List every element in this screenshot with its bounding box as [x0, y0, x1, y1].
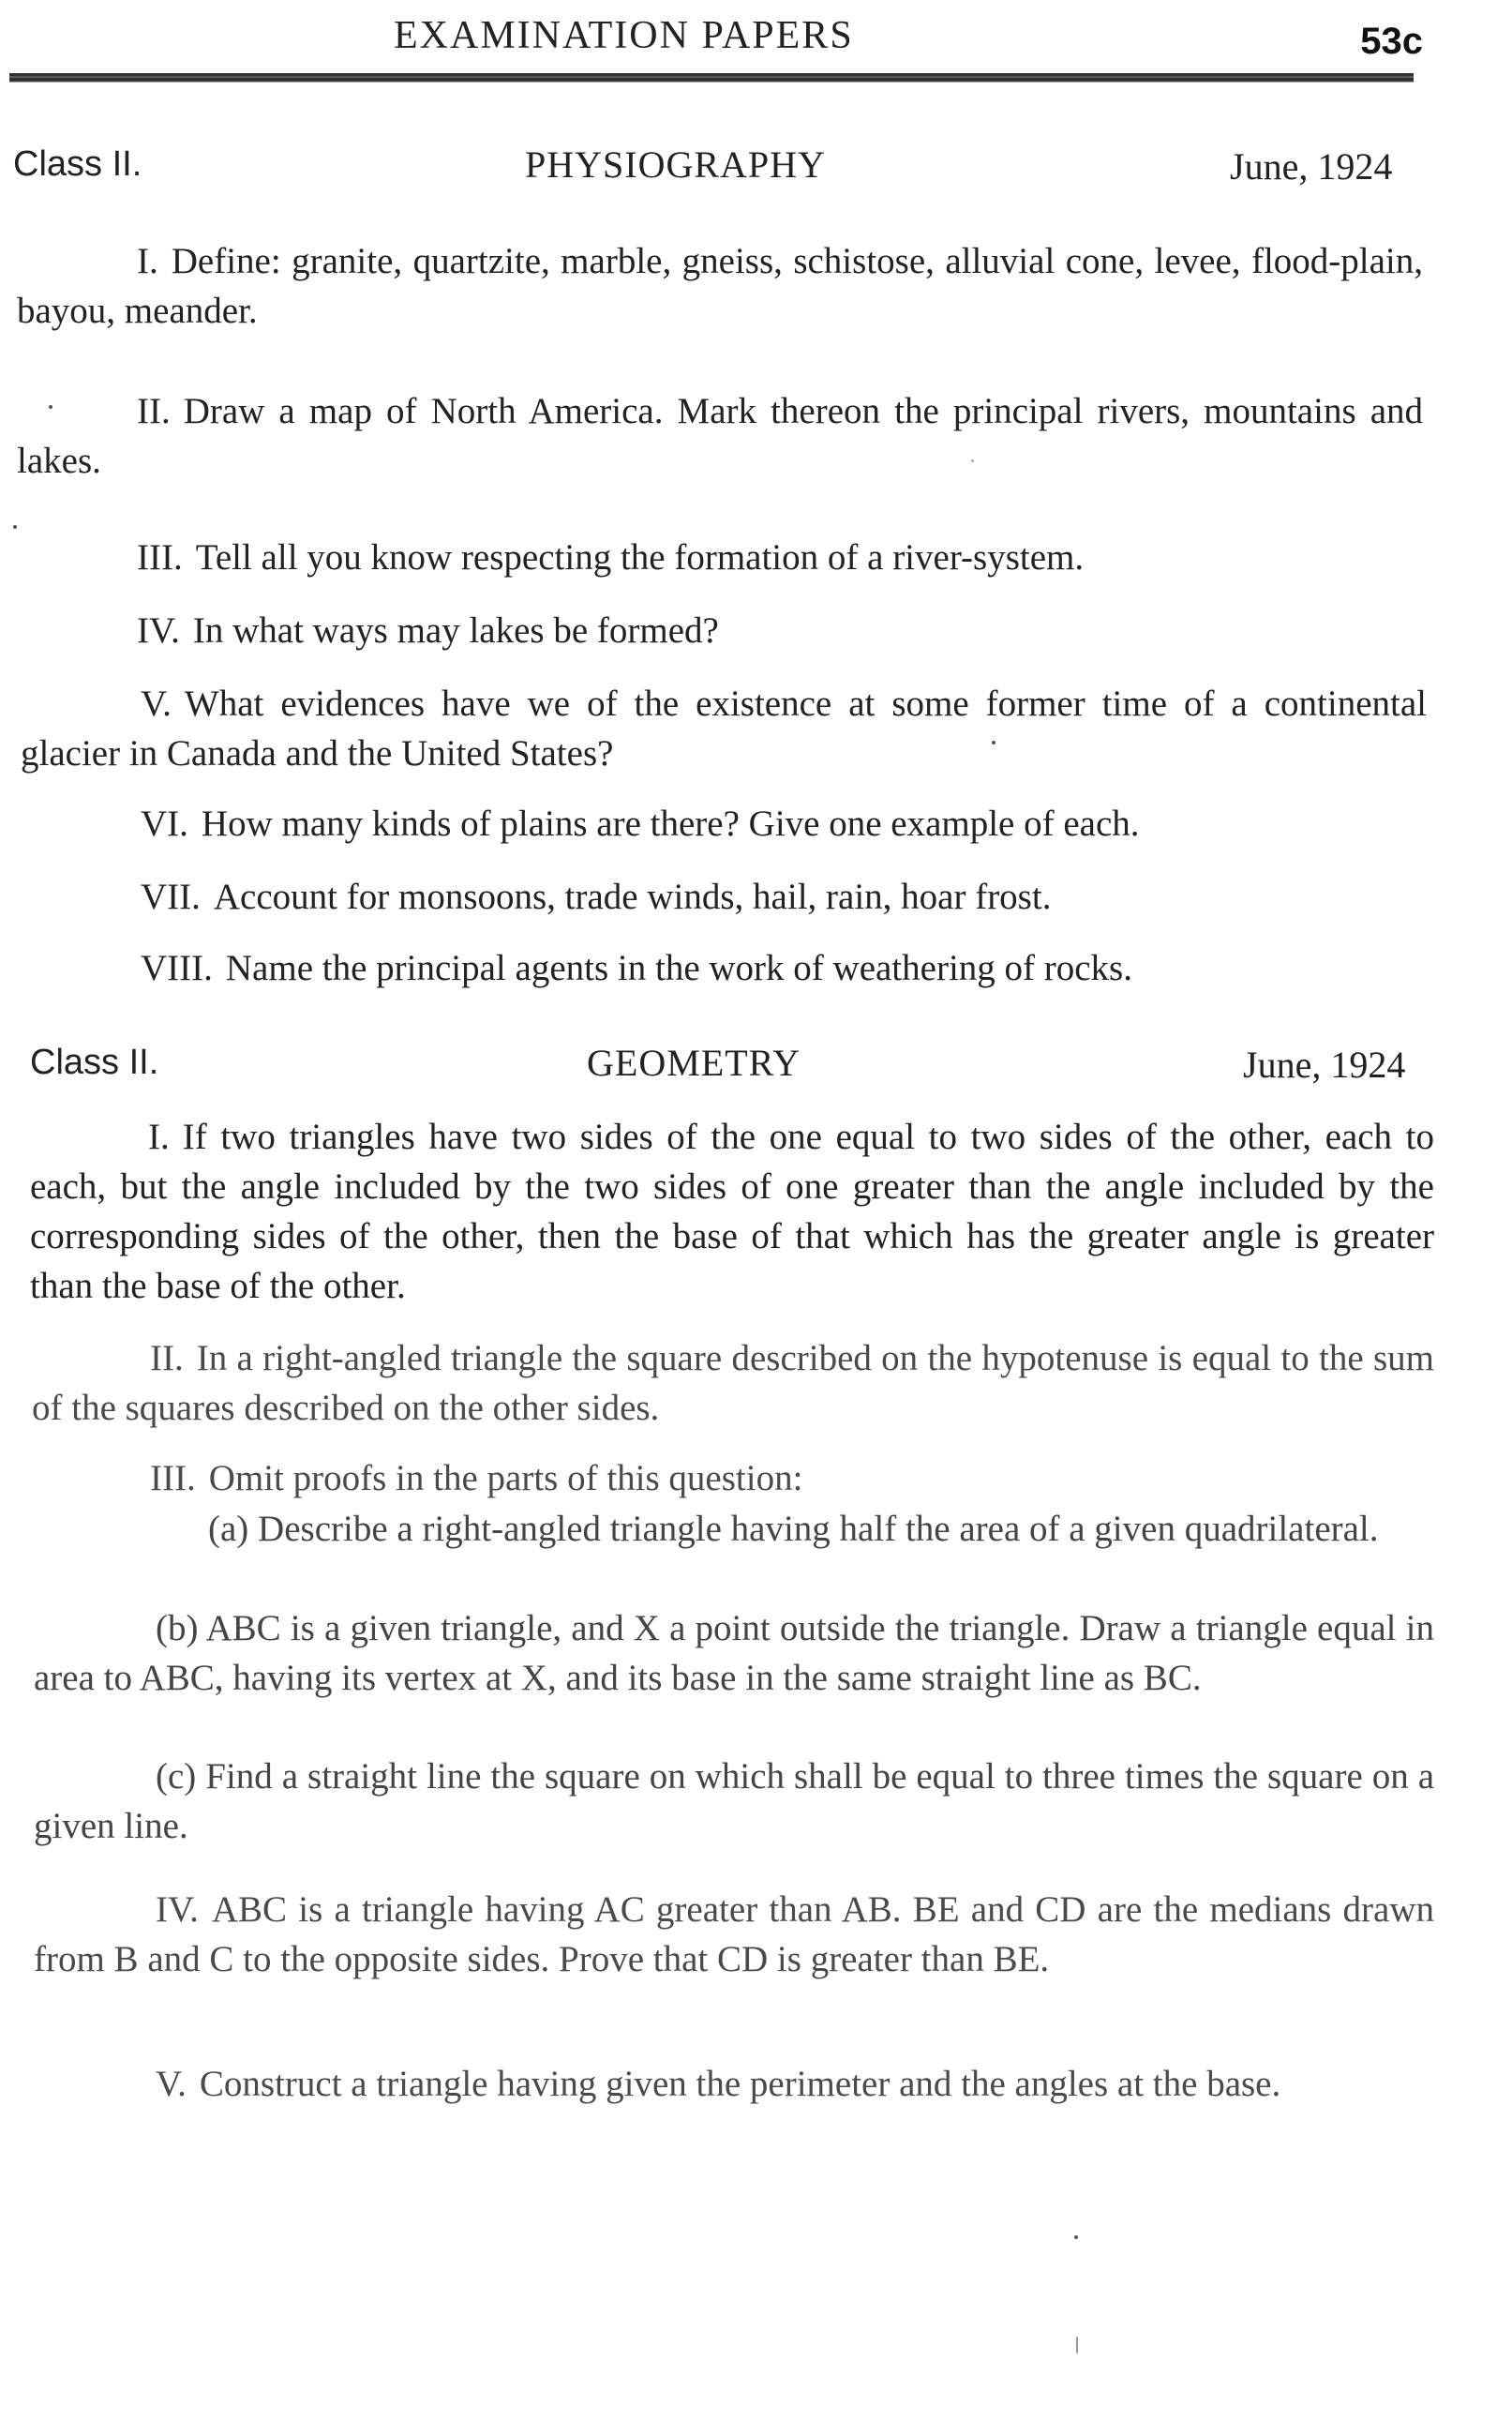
- geometry-question: II. In a right-angled triangle the square described on the hypotenuse is equal to the sum of the squares described on the other sides.: [32, 1338, 1434, 1428]
- subject-title: GEOMETRY: [587, 1042, 801, 1084]
- subject-title: PHYSIOGRAPHY: [525, 143, 826, 186]
- class-label: Class II.: [30, 1043, 159, 1082]
- running-title: EXAMINATION PAPERS: [394, 14, 854, 57]
- geometry-question: V. Construct a triangle having given the perimeter and the angles at the base.: [156, 2064, 1281, 2104]
- physiography-question: V. What evidences have we of the existence at some former time of a continental glacier in Canada and the United States?: [21, 684, 1427, 774]
- physiography-question: VI. How many kinds of plains are there? Give one example of each.: [141, 804, 1140, 844]
- scan-speck: [49, 405, 52, 409]
- physiography-header: [0, 141, 1512, 193]
- scan-speck: [13, 525, 17, 529]
- physiography-question: VIII. Name the principal agents in the work of weathering of rocks.: [141, 948, 1132, 988]
- scan-speck: [1074, 2235, 1078, 2239]
- physiography-question: IV. In what ways may lakes be formed?: [137, 610, 719, 651]
- physiography-question: VII. Account for monsoons, trade winds, hail, rain, hoar frost.: [141, 877, 1052, 917]
- physiography-section: [0, 141, 1512, 193]
- physiography-question: I. Define: granite, quartzite, marble, gneiss, schistose, alluvial cone, levee, flood-plain, bayou, meander.: [17, 241, 1423, 331]
- page-number: 53c: [1360, 21, 1423, 62]
- physiography-question: II. Draw a map of North America. Mark thereon the principal rivers, mountains and lakes.: [17, 391, 1423, 481]
- geometry-section: [0, 1039, 1512, 1091]
- exam-date: June, 1924: [1230, 145, 1393, 188]
- geometry-question: I. If two triangles have two sides of the one equal to two sides of the other, each to each, but the angle included by the two sides of one greater than the angle included by the corresponding sides of the other, then the base of that which has the greater angle is greater than the base of the other.: [30, 1117, 1434, 1306]
- header-rule: [9, 73, 1414, 83]
- geometry-question: III. Omit proofs in the parts of this question:: [150, 1458, 803, 1498]
- running-head: [0, 13, 1512, 69]
- exam-date: June, 1924: [1243, 1044, 1406, 1086]
- scan-speck: [971, 459, 974, 462]
- scan-speck: [1076, 2337, 1078, 2353]
- question-part: (a) Describe a right-angled triangle having half the area of a given quadrilateral.: [208, 1509, 1379, 1549]
- class-label: Class II.: [13, 144, 142, 184]
- question-part: (b) ABC is a given triangle, and X a point outside the triangle. Draw a triangle equal in area to ABC, having its vertex at X, and its base in the same straight line as BC.: [34, 1608, 1434, 1698]
- question-part: (c) Find a straight line the square on which shall be equal to three times the square on a given line.: [34, 1756, 1435, 1846]
- physiography-question: III. Tell all you know respecting the formation of a river-system.: [137, 537, 1085, 578]
- geometry-question: IV. ABC is a triangle having AC greater than AB. BE and CD are the medians drawn from B and C to the opposite sides. Prove that CD is greater than BE.: [34, 1889, 1434, 1979]
- scan-speck: [992, 741, 996, 744]
- geometry-header: [0, 1039, 1512, 1091]
